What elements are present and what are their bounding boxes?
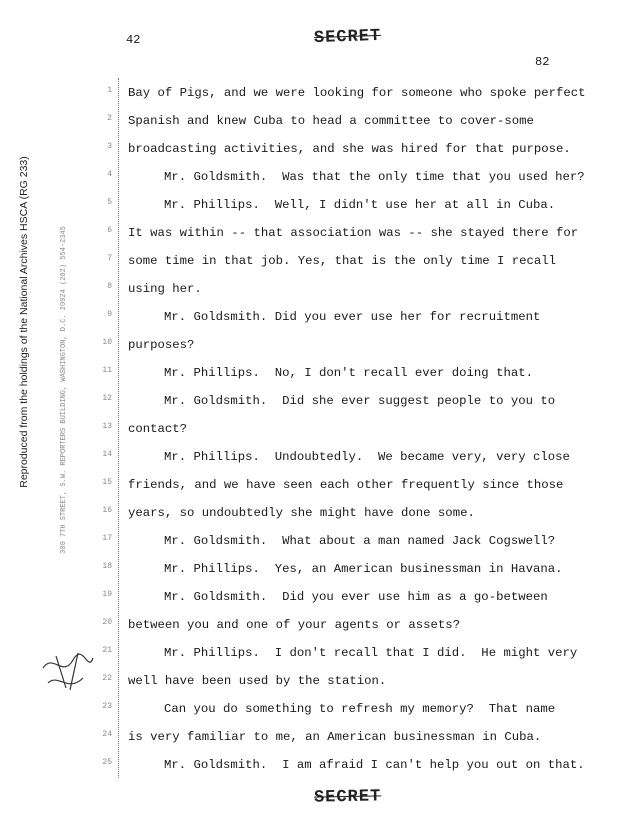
transcript-line: well have been used by the station.: [128, 674, 387, 688]
line-number: 22: [102, 674, 112, 683]
line-number: 11: [102, 366, 112, 375]
archive-side-note-text: Reproduced from the holdings of the National Archives HSCA (RG 233): [18, 156, 30, 488]
line-number: 4: [107, 170, 112, 179]
transcript-line: Mr. Goldsmith. Did you ever use her for recruitment: [164, 310, 541, 324]
transcript-line: Mr. Phillips. Yes, an American businessman in Havana.: [164, 562, 563, 576]
line-number: 10: [102, 338, 112, 347]
line-number: 13: [102, 422, 112, 431]
transcript-line: contact?: [128, 422, 188, 436]
transcript-line: It was within -- that association was -- she stayed there for: [128, 226, 579, 240]
transcript-line: some time in that job. Yes, that is the only time I recall: [128, 254, 557, 268]
line-number: 1: [107, 86, 112, 95]
line-number: 3: [107, 142, 112, 151]
transcript-line: between you and one of your agents or assets?: [128, 618, 461, 632]
transcript-line: Spanish and knew Cuba to head a committee to cover-some: [128, 114, 534, 128]
line-number: 2: [107, 114, 112, 123]
line-number: 24: [102, 730, 112, 739]
transcript-line: Mr. Goldsmith. What about a man named Jack Cogswell?: [164, 534, 556, 548]
transcript-line: purposes?: [128, 338, 195, 352]
page-number-right: 82: [535, 55, 550, 69]
line-number: 16: [102, 506, 112, 515]
transcript-line: friends, and we have seen each other frequently since those: [128, 478, 564, 492]
transcript-line: Can you do something to refresh my memory? That name: [164, 702, 556, 716]
transcript-line: using her.: [128, 282, 202, 296]
transcript-line: is very familiar to me, an American businessman in Cuba.: [128, 730, 542, 744]
reporter-address-margin: [60, 160, 68, 620]
archive-side-note: [20, 82, 28, 562]
handwritten-scribble-icon: [38, 648, 98, 698]
margin-rule: [118, 78, 120, 778]
transcript-line: Mr. Phillips. Undoubtedly. We became very, very close: [164, 450, 570, 464]
transcript-line: Mr. Goldsmith. Did you ever use him as a go-between: [164, 590, 548, 604]
line-number: 17: [102, 534, 112, 543]
transcript-line: Mr. Goldsmith. I am afraid I can't help you out on that.: [164, 758, 585, 772]
line-number: 5: [107, 198, 112, 207]
transcript-line: Mr. Phillips. Well, I didn't use her at all in Cuba.: [164, 198, 556, 212]
line-number: 19: [102, 590, 112, 599]
classification-stamp-top: SECRET: [313, 26, 382, 49]
classification-stamp-bottom: SECRET: [313, 787, 382, 808]
line-number: 6: [107, 226, 112, 235]
transcript-line: Mr. Phillips. No, I don't recall ever doing that.: [164, 366, 533, 380]
line-number: 7: [107, 254, 112, 263]
line-number: 8: [107, 282, 112, 291]
line-number: 9: [107, 310, 112, 319]
line-number: 20: [102, 618, 112, 627]
line-number: 23: [102, 702, 112, 711]
transcript-line: Bay of Pigs, and we were looking for someone who spoke perfect: [128, 86, 586, 100]
line-number: 14: [102, 450, 112, 459]
line-number: 21: [102, 646, 112, 655]
transcript-line: Mr. Phillips. I don't recall that I did. He might very: [164, 646, 578, 660]
line-number: 12: [102, 394, 112, 403]
transcript-line: years, so undoubtedly she might have done some.: [128, 506, 475, 520]
transcript-line: broadcasting activities, and she was hired for that purpose.: [128, 142, 571, 156]
line-number: 18: [102, 562, 112, 571]
line-number: 15: [102, 478, 112, 487]
line-number: 25: [102, 758, 112, 767]
transcript-line: Mr. Goldsmith. Did she ever suggest people to you to: [164, 394, 556, 408]
reporter-address-text: 300 7TH STREET, S.W. REPORTERS BUILDING, WASHINGTON, D.C. 20024 (202) 554-2345: [60, 226, 68, 554]
page-number-left: 42: [126, 33, 141, 47]
transcript-line: Mr. Goldsmith. Was that the only time that you used her?: [164, 170, 585, 184]
